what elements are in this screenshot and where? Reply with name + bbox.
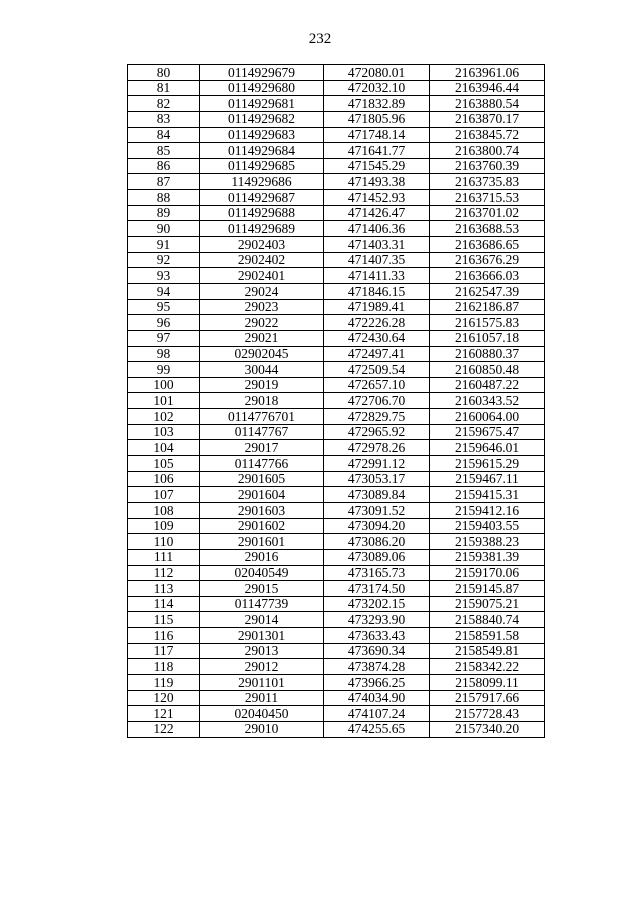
x-coordinate-cell: 473094.20 <box>324 518 430 534</box>
point-id-cell: 01147766 <box>200 456 324 472</box>
x-coordinate-cell: 474034.90 <box>324 690 430 706</box>
y-coordinate-cell: 2163666.03 <box>430 268 545 284</box>
point-id-cell: 2901101 <box>200 674 324 690</box>
table-row <box>128 565 545 581</box>
row-number-cell: 95 <box>128 299 200 315</box>
y-coordinate-cell: 2163961.06 <box>430 65 545 81</box>
x-coordinate-cell: 472080.01 <box>324 65 430 81</box>
row-number-cell: 88 <box>128 190 200 206</box>
table-row <box>128 362 545 378</box>
table-row <box>128 721 545 737</box>
y-coordinate-cell: 2163715.53 <box>430 190 545 206</box>
y-coordinate-cell: 2163735.83 <box>430 174 545 190</box>
x-coordinate-cell: 473293.90 <box>324 612 430 628</box>
table-row <box>128 330 545 346</box>
y-coordinate-cell: 2161575.83 <box>430 315 545 331</box>
point-id-cell: 2902401 <box>200 268 324 284</box>
row-number-cell: 114 <box>128 596 200 612</box>
row-number-cell: 102 <box>128 409 200 425</box>
row-number-cell: 122 <box>128 721 200 737</box>
table-row <box>128 440 545 456</box>
row-number-cell: 120 <box>128 690 200 706</box>
row-number-cell: 84 <box>128 127 200 143</box>
row-number-cell: 96 <box>128 315 200 331</box>
row-number-cell: 104 <box>128 440 200 456</box>
y-coordinate-cell: 2159467.11 <box>430 471 545 487</box>
x-coordinate-cell: 472497.41 <box>324 346 430 362</box>
table-row <box>128 628 545 644</box>
x-coordinate-cell: 471545.29 <box>324 158 430 174</box>
row-number-cell: 100 <box>128 377 200 393</box>
y-coordinate-cell: 2159675.47 <box>430 424 545 440</box>
y-coordinate-cell: 2159388.23 <box>430 534 545 550</box>
x-coordinate-cell: 474107.24 <box>324 706 430 722</box>
y-coordinate-cell: 2159075.21 <box>430 596 545 612</box>
table-row <box>128 549 545 565</box>
x-coordinate-cell: 474255.65 <box>324 721 430 737</box>
row-number-cell: 119 <box>128 674 200 690</box>
y-coordinate-cell: 2163676.29 <box>430 252 545 268</box>
table-row <box>128 393 545 409</box>
x-coordinate-cell: 472032.10 <box>324 80 430 96</box>
y-coordinate-cell: 2158342.22 <box>430 659 545 675</box>
point-id-cell: 29023 <box>200 299 324 315</box>
table-row <box>128 518 545 534</box>
y-coordinate-cell: 2163870.17 <box>430 111 545 127</box>
y-coordinate-cell: 2157728.43 <box>430 706 545 722</box>
x-coordinate-cell: 471805.96 <box>324 111 430 127</box>
table-row <box>128 659 545 675</box>
y-coordinate-cell: 2163701.02 <box>430 205 545 221</box>
row-number-cell: 118 <box>128 659 200 675</box>
x-coordinate-cell: 473633.43 <box>324 628 430 644</box>
x-coordinate-cell: 473165.73 <box>324 565 430 581</box>
y-coordinate-cell: 2163845.72 <box>430 127 545 143</box>
table-row <box>128 190 545 206</box>
row-number-cell: 103 <box>128 424 200 440</box>
point-id-cell: 29016 <box>200 549 324 565</box>
row-number-cell: 111 <box>128 549 200 565</box>
point-id-cell: 29019 <box>200 377 324 393</box>
point-id-cell: 29018 <box>200 393 324 409</box>
point-id-cell: 29014 <box>200 612 324 628</box>
y-coordinate-cell: 2160487.22 <box>430 377 545 393</box>
coordinates-table-container <box>127 64 545 738</box>
row-number-cell: 83 <box>128 111 200 127</box>
row-number-cell: 107 <box>128 487 200 503</box>
x-coordinate-cell: 472978.26 <box>324 440 430 456</box>
row-number-cell: 116 <box>128 628 200 644</box>
table-row <box>128 252 545 268</box>
y-coordinate-cell: 2158591.58 <box>430 628 545 644</box>
point-id-cell: 0114929685 <box>200 158 324 174</box>
point-id-cell: 0114929684 <box>200 143 324 159</box>
table-row <box>128 268 545 284</box>
x-coordinate-cell: 471452.93 <box>324 190 430 206</box>
row-number-cell: 93 <box>128 268 200 284</box>
row-number-cell: 101 <box>128 393 200 409</box>
point-id-cell: 29011 <box>200 690 324 706</box>
x-coordinate-cell: 471407.35 <box>324 252 430 268</box>
y-coordinate-cell: 2163880.54 <box>430 96 545 112</box>
row-number-cell: 86 <box>128 158 200 174</box>
x-coordinate-cell: 473053.17 <box>324 471 430 487</box>
y-coordinate-cell: 2159415.31 <box>430 487 545 503</box>
x-coordinate-cell: 472706.70 <box>324 393 430 409</box>
x-coordinate-cell: 472509.54 <box>324 362 430 378</box>
point-id-cell: 2901605 <box>200 471 324 487</box>
y-coordinate-cell: 2157917.66 <box>430 690 545 706</box>
row-number-cell: 94 <box>128 283 200 299</box>
x-coordinate-cell: 471426.47 <box>324 205 430 221</box>
table-row <box>128 315 545 331</box>
x-coordinate-cell: 473089.06 <box>324 549 430 565</box>
row-number-cell: 113 <box>128 581 200 597</box>
y-coordinate-cell: 2163686.65 <box>430 237 545 253</box>
y-coordinate-cell: 2159615.29 <box>430 456 545 472</box>
table-row <box>128 690 545 706</box>
y-coordinate-cell: 2159403.55 <box>430 518 545 534</box>
x-coordinate-cell: 472829.75 <box>324 409 430 425</box>
table-row <box>128 706 545 722</box>
table-row <box>128 612 545 628</box>
x-coordinate-cell: 471403.31 <box>324 237 430 253</box>
table-row <box>128 502 545 518</box>
y-coordinate-cell: 2163760.39 <box>430 158 545 174</box>
table-row <box>128 205 545 221</box>
x-coordinate-cell: 471411.33 <box>324 268 430 284</box>
x-coordinate-cell: 472430.64 <box>324 330 430 346</box>
row-number-cell: 92 <box>128 252 200 268</box>
y-coordinate-cell: 2163800.74 <box>430 143 545 159</box>
table-row <box>128 643 545 659</box>
point-id-cell: 0114929682 <box>200 111 324 127</box>
x-coordinate-cell: 471641.77 <box>324 143 430 159</box>
x-coordinate-cell: 473174.50 <box>324 581 430 597</box>
point-id-cell: 0114929688 <box>200 205 324 221</box>
y-coordinate-cell: 2162186.87 <box>430 299 545 315</box>
table-body <box>128 65 545 738</box>
table-row <box>128 174 545 190</box>
point-id-cell: 2901604 <box>200 487 324 503</box>
row-number-cell: 115 <box>128 612 200 628</box>
x-coordinate-cell: 471832.89 <box>324 96 430 112</box>
row-number-cell: 105 <box>128 456 200 472</box>
row-number-cell: 109 <box>128 518 200 534</box>
point-id-cell: 0114929680 <box>200 80 324 96</box>
x-coordinate-cell: 473089.84 <box>324 487 430 503</box>
point-id-cell: 29024 <box>200 283 324 299</box>
x-coordinate-cell: 473086.20 <box>324 534 430 550</box>
y-coordinate-cell: 2158840.74 <box>430 612 545 628</box>
table-row <box>128 283 545 299</box>
x-coordinate-cell: 471493.38 <box>324 174 430 190</box>
x-coordinate-cell: 473202.15 <box>324 596 430 612</box>
table-row <box>128 471 545 487</box>
y-coordinate-cell: 2163688.53 <box>430 221 545 237</box>
table-row <box>128 65 545 81</box>
y-coordinate-cell: 2158549.81 <box>430 643 545 659</box>
y-coordinate-cell: 2158099.11 <box>430 674 545 690</box>
row-number-cell: 82 <box>128 96 200 112</box>
row-number-cell: 112 <box>128 565 200 581</box>
point-id-cell: 0114929681 <box>200 96 324 112</box>
table-row <box>128 127 545 143</box>
y-coordinate-cell: 2162547.39 <box>430 283 545 299</box>
x-coordinate-cell: 472965.92 <box>324 424 430 440</box>
point-id-cell: 29022 <box>200 315 324 331</box>
y-coordinate-cell: 2160850.48 <box>430 362 545 378</box>
y-coordinate-cell: 2159145.87 <box>430 581 545 597</box>
coordinates-table <box>127 64 545 738</box>
x-coordinate-cell: 471989.41 <box>324 299 430 315</box>
row-number-cell: 108 <box>128 502 200 518</box>
point-id-cell: 2902403 <box>200 237 324 253</box>
table-row <box>128 237 545 253</box>
x-coordinate-cell: 473966.25 <box>324 674 430 690</box>
row-number-cell: 89 <box>128 205 200 221</box>
y-coordinate-cell: 2161057.18 <box>430 330 545 346</box>
point-id-cell: 02040450 <box>200 706 324 722</box>
table-row <box>128 221 545 237</box>
row-number-cell: 98 <box>128 346 200 362</box>
point-id-cell: 29015 <box>200 581 324 597</box>
row-number-cell: 99 <box>128 362 200 378</box>
point-id-cell: 2901601 <box>200 534 324 550</box>
row-number-cell: 91 <box>128 237 200 253</box>
x-coordinate-cell: 473091.52 <box>324 502 430 518</box>
point-id-cell: 02902045 <box>200 346 324 362</box>
point-id-cell: 01147739 <box>200 596 324 612</box>
table-row <box>128 487 545 503</box>
table-row <box>128 596 545 612</box>
row-number-cell: 85 <box>128 143 200 159</box>
table-row <box>128 534 545 550</box>
y-coordinate-cell: 2160343.52 <box>430 393 545 409</box>
row-number-cell: 81 <box>128 80 200 96</box>
y-coordinate-cell: 2163946.44 <box>430 80 545 96</box>
point-id-cell: 29021 <box>200 330 324 346</box>
row-number-cell: 110 <box>128 534 200 550</box>
table-row <box>128 143 545 159</box>
point-id-cell: 29012 <box>200 659 324 675</box>
point-id-cell: 30044 <box>200 362 324 378</box>
point-id-cell: 0114929689 <box>200 221 324 237</box>
x-coordinate-cell: 471846.15 <box>324 283 430 299</box>
point-id-cell: 0114776701 <box>200 409 324 425</box>
point-id-cell: 114929686 <box>200 174 324 190</box>
x-coordinate-cell: 473874.28 <box>324 659 430 675</box>
y-coordinate-cell: 2160064.00 <box>430 409 545 425</box>
point-id-cell: 29013 <box>200 643 324 659</box>
row-number-cell: 117 <box>128 643 200 659</box>
table-row <box>128 299 545 315</box>
table-row <box>128 80 545 96</box>
row-number-cell: 106 <box>128 471 200 487</box>
x-coordinate-cell: 473690.34 <box>324 643 430 659</box>
x-coordinate-cell: 472657.10 <box>324 377 430 393</box>
table-row <box>128 581 545 597</box>
table-row <box>128 111 545 127</box>
row-number-cell: 121 <box>128 706 200 722</box>
row-number-cell: 90 <box>128 221 200 237</box>
point-id-cell: 29010 <box>200 721 324 737</box>
point-id-cell: 2901603 <box>200 502 324 518</box>
y-coordinate-cell: 2160880.37 <box>430 346 545 362</box>
point-id-cell: 0114929683 <box>200 127 324 143</box>
point-id-cell: 01147767 <box>200 424 324 440</box>
y-coordinate-cell: 2159381.39 <box>430 549 545 565</box>
table-row <box>128 456 545 472</box>
y-coordinate-cell: 2159646.01 <box>430 440 545 456</box>
x-coordinate-cell: 471748.14 <box>324 127 430 143</box>
x-coordinate-cell: 472991.12 <box>324 456 430 472</box>
point-id-cell: 2901301 <box>200 628 324 644</box>
y-coordinate-cell: 2159170.06 <box>430 565 545 581</box>
table-row <box>128 674 545 690</box>
x-coordinate-cell: 472226.28 <box>324 315 430 331</box>
row-number-cell: 80 <box>128 65 200 81</box>
table-row <box>128 158 545 174</box>
table-row <box>128 377 545 393</box>
table-row <box>128 424 545 440</box>
point-id-cell: 29017 <box>200 440 324 456</box>
table-row <box>128 409 545 425</box>
table-row <box>128 96 545 112</box>
point-id-cell: 2902402 <box>200 252 324 268</box>
point-id-cell: 2901602 <box>200 518 324 534</box>
x-coordinate-cell: 471406.36 <box>324 221 430 237</box>
page-number: 232 <box>308 31 332 47</box>
point-id-cell: 02040549 <box>200 565 324 581</box>
row-number-cell: 97 <box>128 330 200 346</box>
row-number-cell: 87 <box>128 174 200 190</box>
y-coordinate-cell: 2159412.16 <box>430 502 545 518</box>
table-row <box>128 346 545 362</box>
y-coordinate-cell: 2157340.20 <box>430 721 545 737</box>
point-id-cell: 0114929679 <box>200 65 324 81</box>
point-id-cell: 0114929687 <box>200 190 324 206</box>
